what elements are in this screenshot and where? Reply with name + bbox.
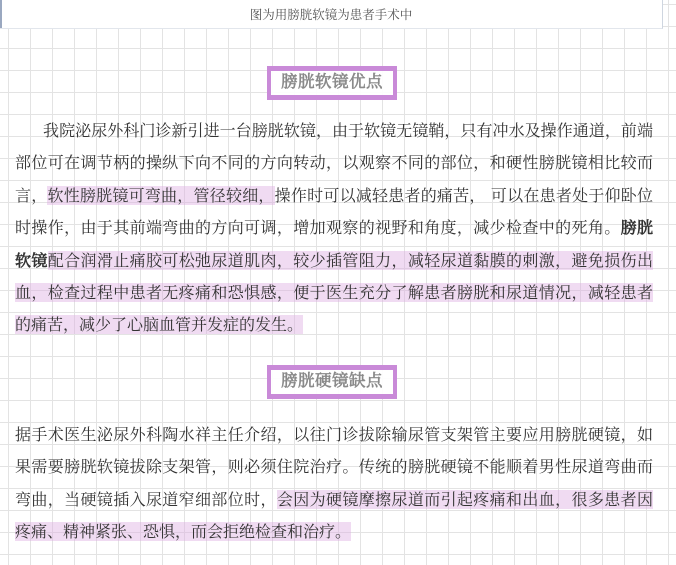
paragraph-disadvantages [15,419,653,549]
paragraph-text: 据手术医生泌尿外科陶水祥主任介绍，以往门诊拔除输尿管支架管主要应用膀胱硬镜，如果需要膀胱软镜拔除支架管，则必须住院治疗。传统的膀胱硬镜不能顺着男性尿道弯曲而弯曲，当硬镜插入尿道窄细部位时， [15,425,653,509]
paragraph-text: 操作时可以减轻患者的痛苦， 可以在患者处于仰卧位时操作，由于其前端弯曲的方向可调，增加观察的视野和角度，减少检查中的死角。 [15,185,653,238]
bold-term: 膀胱软镜 [15,218,653,270]
paragraph-advantages [15,115,653,342]
image-caption-bar [0,0,663,29]
paragraph-text: 我院泌尿外科门诊新引进一台膀胱软镜，由于软镜无镜鞘，只有冲水及操作通道，前端部位可在调节柄的操纵下向不同的方向转动，以观察不同的部位，和硬性膀胱镜相比较而言， [15,121,653,205]
highlighted-text: 软性膀胱镜可弯曲，管径较细， [47,185,275,205]
section-title-advantages: 膀胱软镜优点 [267,66,397,100]
section-heading-disadvantages [0,365,664,399]
section-heading-advantages [0,66,664,100]
section-title-disadvantages: 膀胱硬镜缺点 [267,365,397,399]
highlighted-text: 会因为硬镜摩擦尿道而引起疼痛和出血，很多患者因疼痛、精神紧张、恐惧，而会拒绝检查和治疗。 [15,489,653,542]
image-caption: 图为用膀胱软镜为患者手术中 [249,7,413,22]
highlighted-text: 配合润滑止痛胶可松弛尿道肌肉，较少插管阻力，减轻尿道黏膜的刺激，避免损伤出血，检查过程中患者无疼痛和恐惧感，便于医生充分了解患者膀胱和尿道情况，减轻患者的痛苦，减少了心脑血管并发症的发生。 [15,250,653,335]
